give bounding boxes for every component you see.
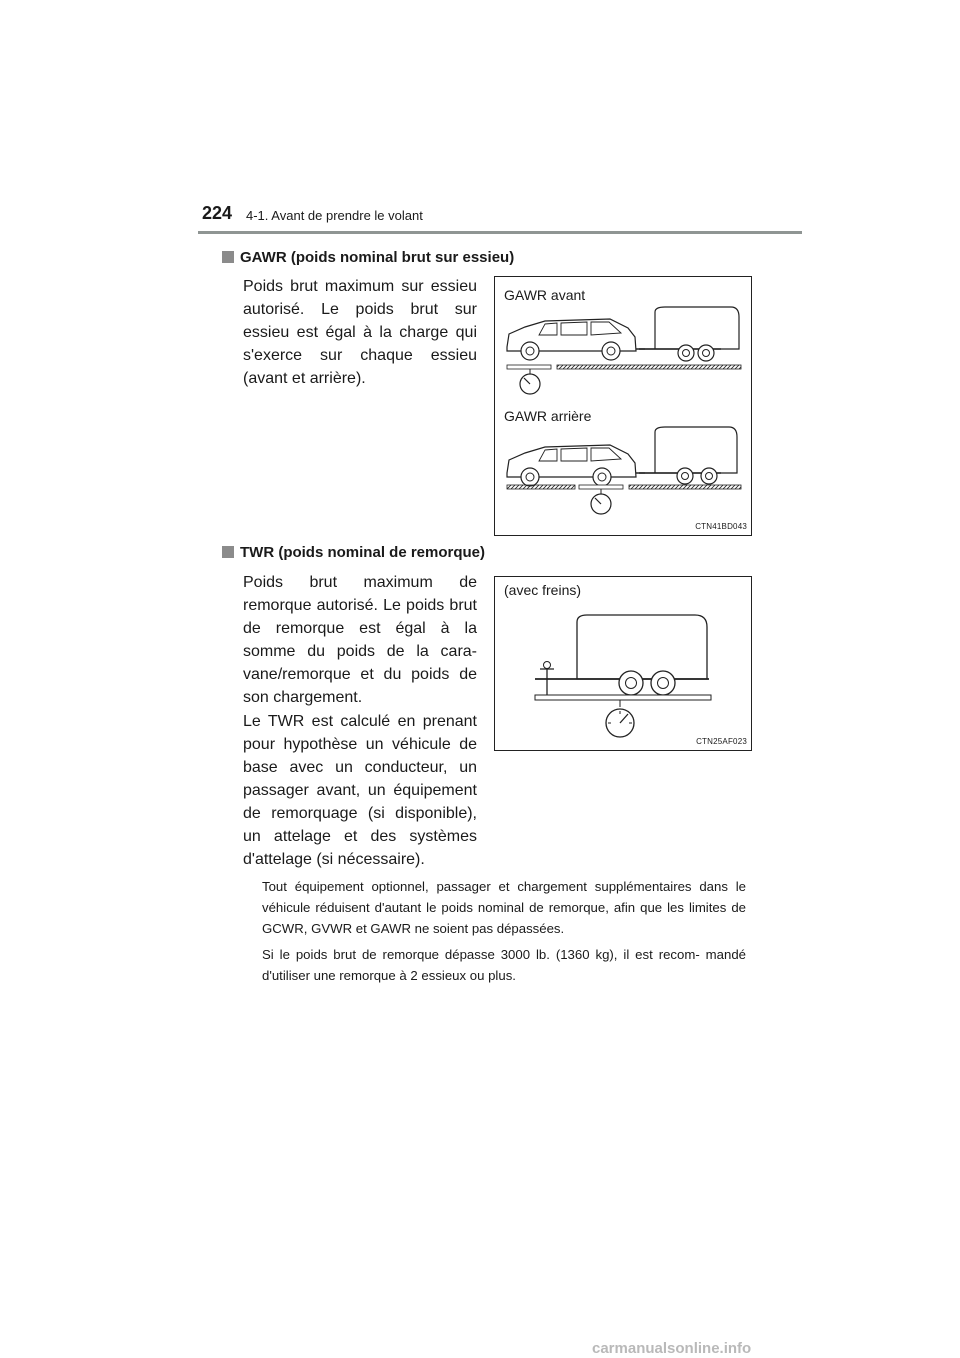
note-paragraph: Tout équipement optionnel, passager et chargement supplémentaires dans le véhicule réduisent d'autant le poids nominal de remorque, afin que les limites de GCWR, GVWR et GAWR ne soient pas dépassées. bbox=[262, 879, 746, 936]
trailer-icon bbox=[639, 307, 739, 361]
gawr-heading bbox=[222, 249, 514, 266]
gawr-rear-label: GAWR arrière bbox=[504, 408, 592, 424]
bullet-square-icon bbox=[222, 546, 234, 558]
trailer-icon bbox=[639, 427, 737, 484]
note-paragraph: Si le poids brut de remorque dépasse 3000 lb. (1360 kg), il est recom- mandé d'utiliser une remorque à 2 essieux ou plus. bbox=[262, 947, 746, 983]
header-rule bbox=[198, 231, 802, 234]
gawr-figure bbox=[494, 276, 752, 536]
scale-gauge-icon bbox=[520, 369, 540, 394]
twr-heading-text: TWR (poids nominal de remorque) bbox=[240, 544, 486, 561]
gawr-figure-code: CTN41BD043 bbox=[695, 522, 747, 531]
bullet-square-icon bbox=[222, 251, 234, 263]
twr-figure bbox=[494, 576, 752, 751]
twr-heading bbox=[222, 544, 485, 561]
page-number: 224 bbox=[202, 203, 233, 223]
gawr-heading-text: GAWR (poids nominal brut sur essieu) bbox=[240, 249, 515, 266]
section-title: 4-1. Avant de prendre le volant bbox=[246, 208, 423, 223]
twr-text-1: Poids brut maximum de remorque autorisé. Le poids brut de remorque est égal à la somme du poids de la cara- vane/remorque et du poids de son chargement. bbox=[243, 574, 477, 706]
trailer-icon bbox=[535, 615, 709, 695]
twr-figure-code: CTN25AF023 bbox=[696, 737, 747, 746]
watermark: carmanualsonline.info bbox=[592, 1340, 752, 1357]
gawr-illustration bbox=[495, 277, 751, 535]
scale-gauge-icon bbox=[591, 489, 611, 514]
gawr-text: Poids brut maximum sur essieu autorisé. Le poids brut sur essieu est égal à la charge qui s'exerce sur chaque essieu (avant et arrière). bbox=[243, 278, 477, 387]
twr-text-2: Le TWR est calculé en prenant pour hypothèse un véhicule de base avec un conducteur, un passager avant, un équipement de remorquage (si disponible), un attelage et des systèmes d'attelage (si nécessaire). bbox=[243, 713, 477, 868]
twr-illustration bbox=[495, 577, 751, 750]
scale-gauge-icon bbox=[606, 700, 634, 737]
gawr-front-label: GAWR avant bbox=[504, 287, 586, 303]
twr-figure-label: (avec freins) bbox=[504, 582, 582, 598]
suv-icon bbox=[507, 445, 636, 486]
suv-icon bbox=[507, 319, 636, 360]
